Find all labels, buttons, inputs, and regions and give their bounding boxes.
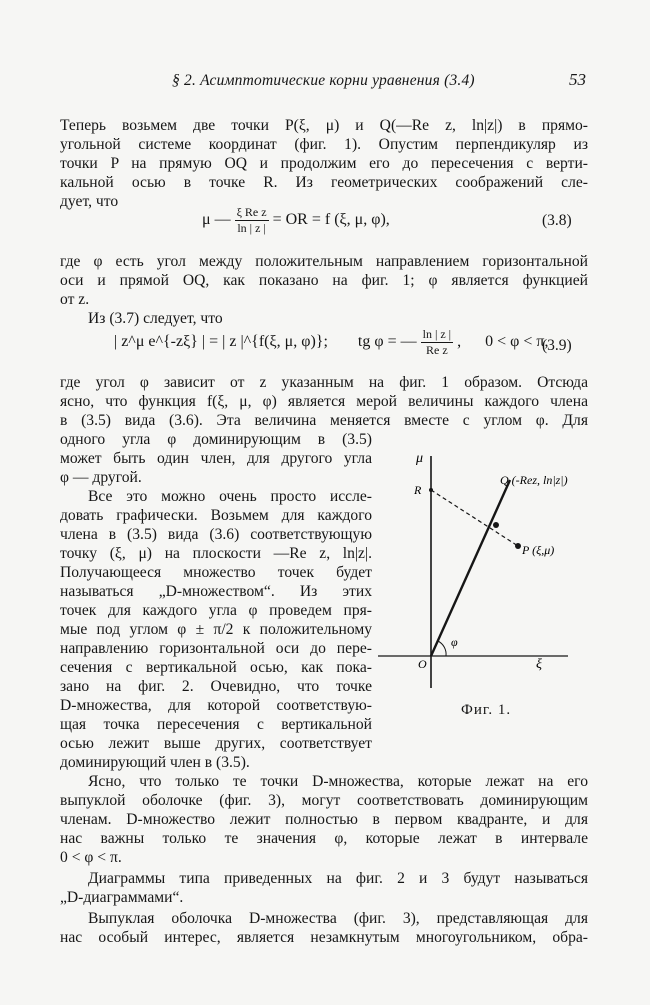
equation-number: (3.9) <box>542 337 572 354</box>
text-line: называться „D-множеством“. Из этих <box>60 583 372 600</box>
text-line: угольной системе координат (фиг. 1). Опустим перпендикуляр из <box>60 136 588 153</box>
text-line: может быть один член, для другого угла <box>60 450 372 467</box>
eq-term: tg φ = — <box>357 333 417 351</box>
text-line: в (3.5) вида (3.6). Эта величина меняется вместе с углом φ. Для <box>60 412 588 429</box>
equation-number: (3.8) <box>542 212 572 229</box>
fraction <box>235 206 269 235</box>
axis-label-mu: μ <box>416 451 424 466</box>
text-line: нас важны только те значения φ, которые лежат в интервале <box>60 830 588 847</box>
text-line: довать графически. Возьмем для каждого <box>60 507 372 524</box>
text-line: 0 < φ < π. <box>60 849 122 866</box>
text-line: членам. D-множество лежит полностью в первом квадранте, и для <box>60 811 588 828</box>
text-line: выпуклой оболочке (фиг. 3), могут соответствовать доминирующим <box>60 792 588 809</box>
text-line: осью лежит выше других, соответствует <box>60 735 372 752</box>
text-line: Выпуклая оболочка D-множества (фиг. 3), представляющая для <box>88 910 588 927</box>
point-p-dot <box>515 543 521 549</box>
axis-label-xi: ξ <box>536 657 542 672</box>
text-line: от z. <box>60 291 90 308</box>
text-line: где φ есть угол между положительным направлением горизонтальной <box>60 253 588 270</box>
point-r-dot <box>429 488 433 492</box>
text-line: оси и прямой OQ, как показано на фиг. 1; φ является функцией <box>60 272 588 289</box>
text-line: кальной осью в точке R. Из геометрических соображений сле- <box>60 174 588 191</box>
text-line: ясно, что функция f(ξ, μ, φ) является мерой величины каждого члена <box>60 393 588 410</box>
page-number: 53 <box>569 70 586 89</box>
figure-caption: Фиг. 1. <box>461 702 512 718</box>
eq-term: μ — <box>202 211 231 229</box>
line-oq <box>431 480 510 656</box>
fraction-denominator: ln | z | <box>237 221 266 235</box>
text-line: „D-диаграммами“. <box>60 889 184 906</box>
text-line: точки P на прямую OQ и продолжим его до пересечения с верти- <box>60 155 588 172</box>
text-line: Из (3.7) следует, что <box>88 310 223 327</box>
text-line: дует, что <box>60 193 119 210</box>
text-line: где угол φ зависит от z указанным на фиг. 1 образом. Отсюда <box>60 374 588 391</box>
text-line: члена в (3.5) вида (3.6) соответствующую <box>60 526 372 543</box>
intersection-dot <box>493 522 499 528</box>
text-line: точек для каждого угла φ проведем пря- <box>60 602 372 619</box>
fraction-numerator: ln | z | <box>422 327 452 341</box>
point-label-p: P (ξ,μ) <box>522 543 555 557</box>
fraction-denominator: Re z <box>426 343 448 357</box>
figure-1-diagram <box>378 448 598 728</box>
text-line: D-множества, для которой соответствую- <box>60 697 372 714</box>
eq-term: = OR = f (ξ, μ, φ), <box>272 211 390 229</box>
text-line: одного угла φ доминирующим в (3.5) <box>60 431 372 448</box>
origin-label: O <box>418 657 427 671</box>
text-line: Диаграммы типа приведенных на фиг. 2 и 3 будут называться <box>88 870 588 887</box>
section-title: § 2. Асимптотические корни уравнения (3.4) <box>172 72 475 89</box>
text-line: Ясно, что только те точки D-множества, которые лежат на его <box>88 773 588 790</box>
text-line: нас особый интерес, является незамкнутым многоугольником, обра- <box>60 929 588 946</box>
angle-label-phi: φ <box>451 635 458 649</box>
text-line: Все это можно очень просто иссле- <box>88 488 372 505</box>
fraction <box>421 328 453 357</box>
text-line: сечения с вертикальной осью, как пока- <box>60 659 372 676</box>
point-label-r: R <box>414 483 422 497</box>
text-line: Получающееся множество точек будет <box>60 564 372 581</box>
text-line: φ — другой. <box>60 469 142 486</box>
text-line: мые под углом φ ± π/2 к положительному <box>60 621 372 638</box>
fraction-numerator: ξ Re z <box>236 205 267 219</box>
eq-term: , 0 < φ < π, <box>457 333 549 351</box>
text-line: Теперь возьмем две точки P(ξ, μ) и Q(—Re z, ln|z|) в прямо- <box>60 117 588 134</box>
text-line: щая точка пересечения с вертикальной <box>60 716 372 733</box>
point-label-q: Q (-Rez, ln|z|) <box>500 473 568 487</box>
equation-3-8 <box>202 206 390 235</box>
text-line: направлению горизонтальной оси до пере- <box>60 640 372 657</box>
running-header <box>60 72 588 94</box>
equation-3-9 <box>114 328 548 357</box>
angle-arc <box>438 641 446 656</box>
eq-term: | z^μ e^{-zξ} | = | z |^{f(ξ, μ, φ)}; <box>114 333 328 351</box>
line-rp-dashed <box>431 490 518 546</box>
text-line: точку (ξ, μ) на плоскости —Re z, ln|z|. <box>60 545 372 562</box>
text-line: зано на фиг. 2. Очевидно, что точке <box>60 678 372 695</box>
text-line: доминирующий член в (3.5). <box>60 754 250 771</box>
